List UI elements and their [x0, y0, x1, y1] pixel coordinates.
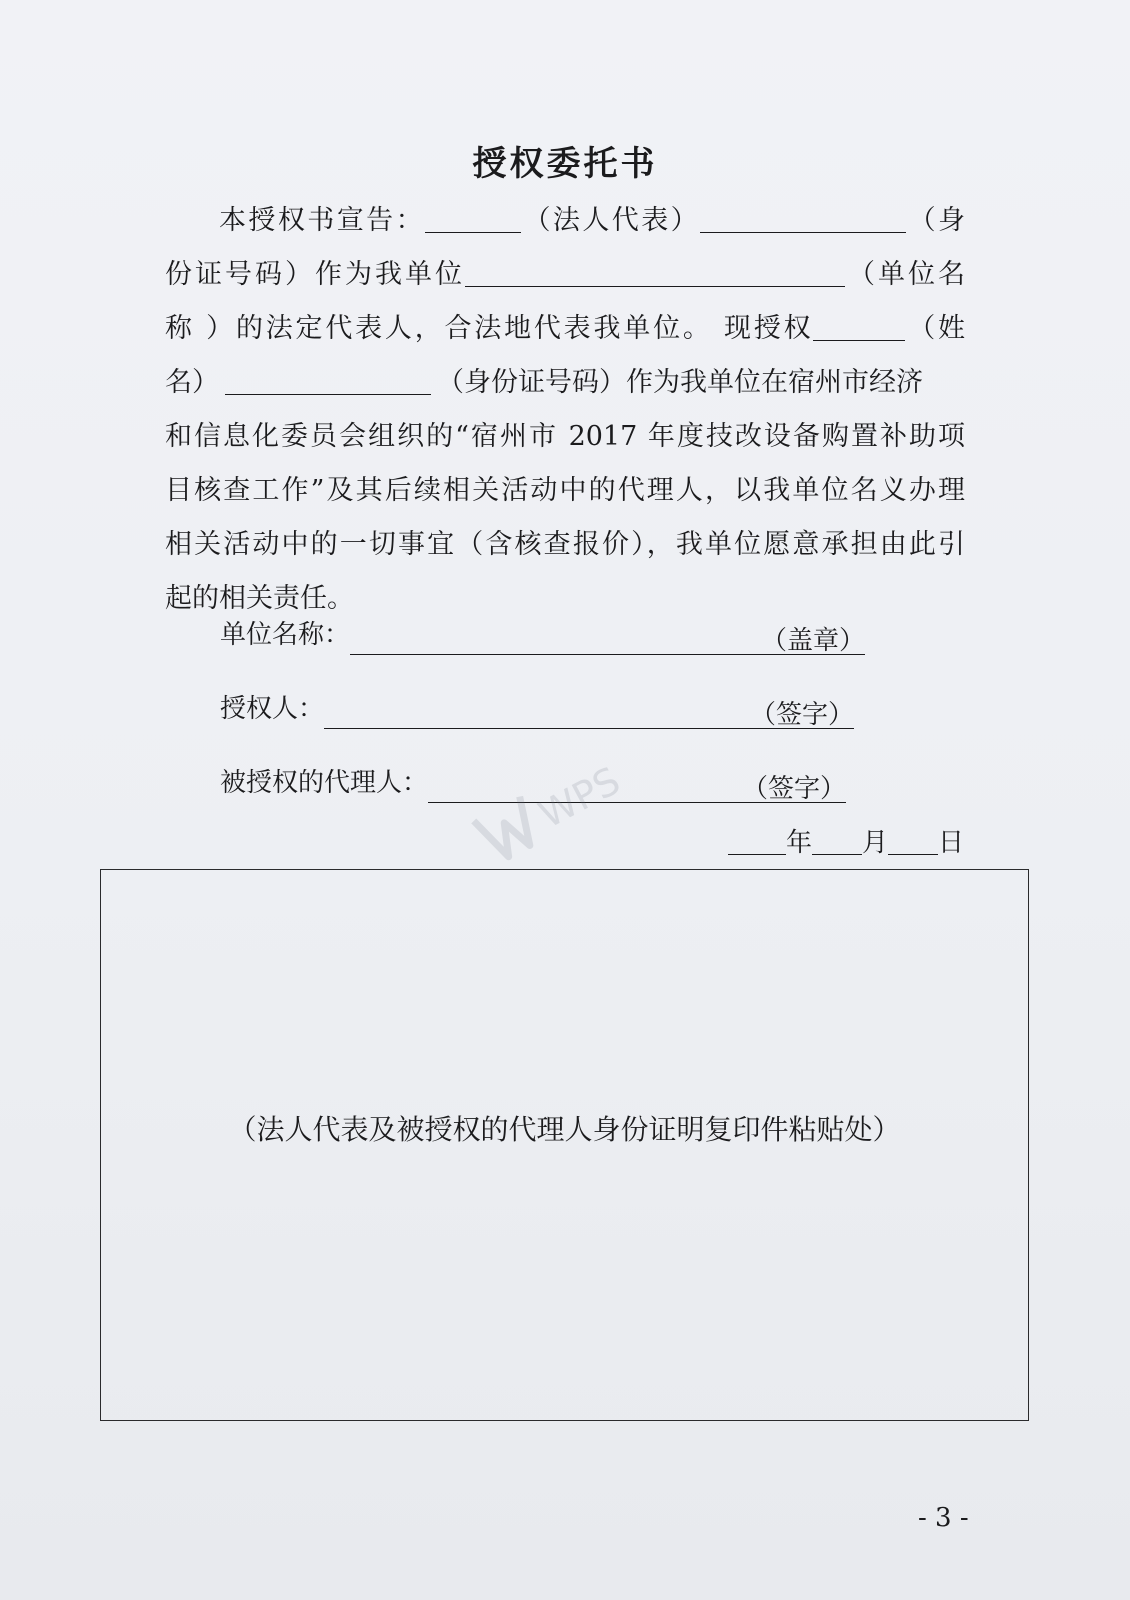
declaration-lead: 本授权书宣告： — [219, 205, 426, 236]
legal-rep-statement: 称 ）的法定代表人，合法地代表我单位。 现授权 — [165, 313, 814, 344]
unit-name-row — [220, 614, 865, 655]
year-blank[interactable] — [728, 824, 786, 855]
authorizer-signature-field[interactable] — [324, 694, 854, 729]
legal-rep-id-blank[interactable] — [700, 202, 906, 233]
paragraph-line-2 — [165, 248, 965, 302]
document-title: 授权委托书 — [472, 144, 658, 184]
authorizer-row — [220, 688, 854, 729]
day-label: 日 — [937, 828, 964, 858]
month-blank[interactable] — [812, 824, 862, 855]
paragraph-line-3 — [165, 302, 965, 356]
declaration-paragraph — [165, 194, 965, 626]
unit-name-blank[interactable] — [465, 256, 845, 287]
agent-label: 被授权的代理人： — [220, 768, 429, 798]
legal-rep-label: （法人代表） — [521, 205, 701, 236]
agent-name-blank[interactable] — [813, 310, 905, 341]
id-box-caption: （法人代表及被授权的代理人身份证明复印件粘贴处） — [228, 1113, 901, 1146]
watermark-text: WPS — [531, 758, 628, 837]
seal-note: （盖章） — [761, 626, 866, 656]
paragraph-line-8: 起的相关责任。 — [165, 583, 354, 614]
paragraph-line-1 — [165, 194, 965, 248]
wps-watermark-icon — [466, 734, 649, 876]
paragraph-line-7: 相关活动中的一切事宜（含核查报价），我单位愿意承担由此引 — [165, 529, 965, 560]
paragraph-line-6: 目核查工作”及其后续相关活动中的代理人，以我单位名义办理 — [165, 475, 965, 506]
authorizer-label: 授权人： — [220, 694, 325, 724]
id-label-end: 份证号码）作为我单位 — [165, 259, 465, 290]
agent-id-blank[interactable] — [225, 364, 431, 395]
month-label: 月 — [861, 828, 888, 858]
agent-statement: （身份证号码）作为我单位在宿州市经济 — [437, 367, 923, 398]
date-row — [728, 822, 964, 859]
unit-name-label: 单位名称： — [220, 620, 351, 650]
unit-name-label-start: （单位名 — [845, 259, 965, 290]
agent-sign-note: （签字） — [742, 774, 847, 804]
paragraph-line-4 — [165, 356, 965, 410]
day-blank[interactable] — [888, 824, 938, 855]
legal-rep-name-blank[interactable] — [425, 202, 521, 233]
page-number: - 3 - — [918, 1503, 969, 1533]
id-copy-paste-box — [100, 869, 1029, 1421]
name-label-end: 名） — [165, 367, 219, 398]
name-label-start: （姓 — [905, 313, 965, 344]
authorizer-sign-note: （签字） — [750, 700, 855, 730]
year-label: 年 — [785, 828, 812, 858]
unit-name-signature-field[interactable] — [350, 620, 865, 655]
paragraph-line-5: 和信息化委员会组织的“宿州市 2017 年度技改设备购置补助项 — [165, 421, 965, 452]
id-label-start: （身 — [906, 205, 965, 236]
